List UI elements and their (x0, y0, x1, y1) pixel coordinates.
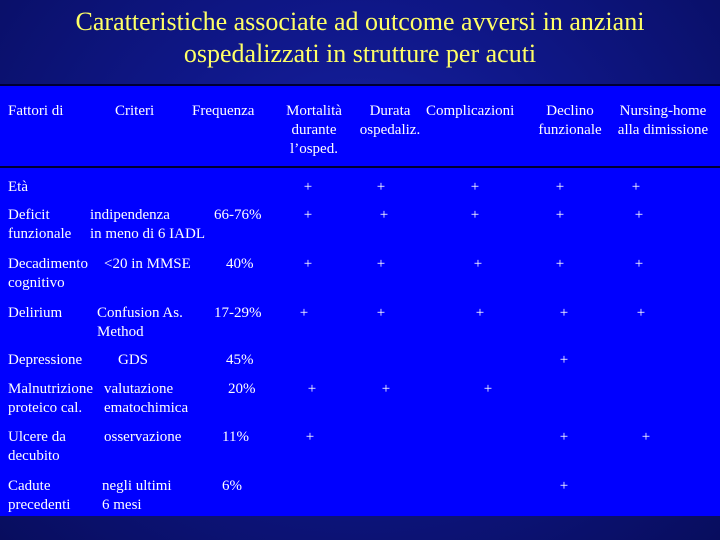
header-nursing: Nursing-home alla dimissione (617, 103, 709, 138)
cell-frequenza: 45% (226, 352, 254, 368)
cell-criterio: Confusion As. Method (97, 305, 183, 340)
header-fattori: Fattori di (8, 103, 64, 119)
cell-complicazioni: + (475, 305, 485, 321)
cell-durata: + (376, 305, 386, 321)
header-criteri: Criteri (115, 103, 155, 119)
cell-complicazioni: + (473, 256, 483, 272)
cell-durata: + (379, 207, 389, 223)
cell-mortalita: + (305, 429, 315, 445)
slide-title (0, 6, 720, 70)
header-durata: Durata ospedaliz. (359, 103, 421, 138)
cell-declino: + (559, 429, 569, 445)
cell-declino: + (555, 179, 565, 195)
cell-nursing: + (636, 305, 646, 321)
cell-nursing: + (634, 207, 644, 223)
cell-fattore: Ulcere da decubito (8, 429, 66, 464)
cell-criterio: osservazione (104, 429, 182, 445)
cell-declino: + (559, 478, 569, 494)
cell-declino: + (559, 305, 569, 321)
cell-declino: + (559, 352, 569, 368)
title-line-1: Caratteristiche associate ad outcome avversi in anziani (75, 7, 645, 36)
header-declino: Declino funzionale (538, 103, 602, 138)
table-header (0, 84, 720, 168)
cell-mortalita: + (303, 256, 313, 272)
cell-complicazioni: + (470, 207, 480, 223)
cell-mortalita: + (299, 305, 309, 321)
cell-complicazioni: + (483, 381, 493, 397)
cell-complicazioni: + (470, 179, 480, 195)
cell-fattore: Cadute precedenti (8, 478, 71, 513)
cell-frequenza: 20% (228, 381, 256, 397)
cell-mortalita: + (303, 179, 313, 195)
cell-fattore: Deficit funzionale (8, 207, 72, 242)
cell-criterio: <20 in MMSE (104, 256, 191, 272)
cell-fattore: Malnutrizione proteico cal. (8, 381, 93, 416)
cell-nursing: + (634, 256, 644, 272)
cell-durata: + (376, 256, 386, 272)
outcome-table (0, 84, 720, 516)
cell-declino: + (555, 207, 565, 223)
cell-frequenza: 11% (222, 429, 249, 445)
cell-criterio: GDS (118, 352, 149, 368)
cell-durata: + (381, 381, 391, 397)
cell-frequenza: 66-76% (214, 207, 262, 223)
cell-frequenza: 17-29% (214, 305, 262, 321)
cell-criterio: indipendenza in meno di 6 IADL (90, 207, 205, 242)
cell-fattore: Delirium (8, 305, 63, 321)
cell-fattore: Depressione (8, 352, 83, 368)
cell-criterio: valutazione ematochimica (104, 381, 189, 416)
header-frequenza: Frequenza (192, 103, 255, 119)
cell-nursing: + (631, 179, 641, 195)
cell-criterio: negli ultimi 6 mesi (102, 478, 172, 513)
header-mortalita: Mortalità durante l’osped. (286, 103, 342, 157)
cell-frequenza: 6% (222, 478, 242, 494)
header-complicazioni: Complicazioni (426, 103, 515, 119)
cell-nursing: + (641, 429, 651, 445)
cell-mortalita: + (307, 381, 317, 397)
cell-fattore: Età (8, 179, 28, 195)
cell-durata: + (376, 179, 386, 195)
cell-frequenza: 40% (226, 256, 254, 272)
cell-fattore: Decadimento cognitivo (8, 256, 88, 291)
cell-mortalita: + (303, 207, 313, 223)
title-line-2: ospedalizzati in strutture per acuti (183, 39, 537, 68)
cell-declino: + (555, 256, 565, 272)
